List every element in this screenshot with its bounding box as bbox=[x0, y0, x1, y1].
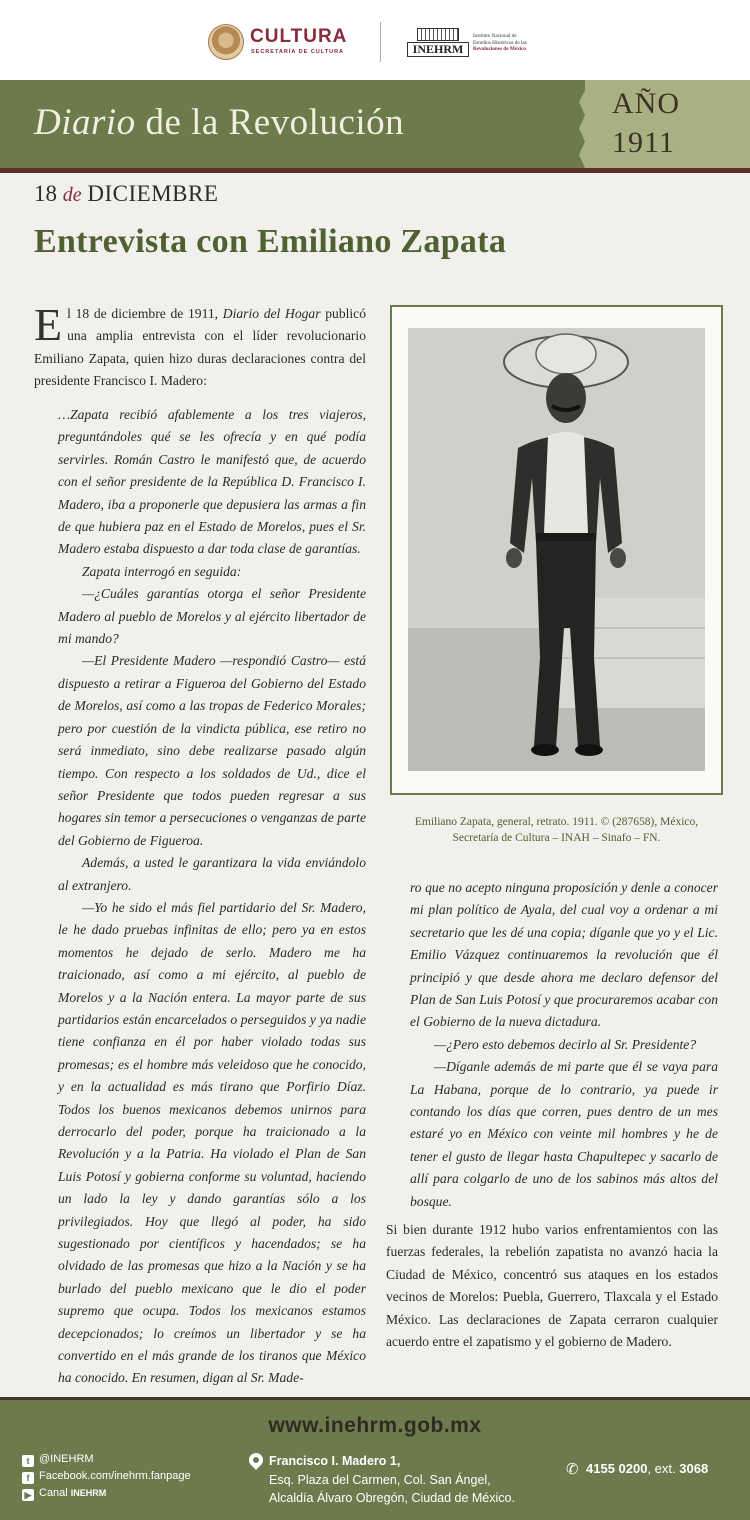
quote-paragraph: —Díganle además de mi parte que él se vaya para La Habana, porque de lo contrario, ya puede ir contando los días que corren, pues dentro de un mes estaré yo en México con veinte mil hombres y he de tener el gusto de llegar hasta Chapultepec y sacarlo de allí para colgarlo de uno de los sabinos más altos del bosque. bbox=[410, 1059, 718, 1209]
inehrm-description bbox=[473, 33, 563, 53]
youtube-channel-name: INEHRM bbox=[70, 1488, 107, 1498]
phone-number[interactable] bbox=[586, 1461, 708, 1476]
quote-paragraph: —El Presidente Madero —respondió Castro— está dispuesto a retirar a Figueroa del Gobierno del Estado de Morelos, así como a las tropas de Federico Morales; pero por cuestión de la vindicta pública, ese retiro no será inmediato, sino debe realizarse pasado algún tiempo. Con respecto a los soldados de Ud., dice el señor Presidente que todos pueden regresar a sus hogares sin temor a persecuciones o venganzas de parte del Gobierno de Figueroa. bbox=[58, 653, 366, 848]
youtube-link[interactable] bbox=[22, 1485, 106, 1501]
website-link[interactable]: www.inehrm.gob.mx bbox=[268, 1414, 482, 1437]
intro-text: l 18 de diciembre de 1911, bbox=[67, 306, 223, 321]
inehrm-desc-line: Estudios Históricos de las bbox=[473, 39, 527, 46]
photo-caption bbox=[390, 814, 723, 846]
facebook-url: Facebook.com/inehrm.fanpage bbox=[39, 1470, 191, 1482]
date-de: de bbox=[62, 184, 82, 206]
publication-title-italic: Diario bbox=[34, 102, 136, 143]
logo-bar bbox=[0, 0, 750, 80]
zapata-portrait-photo bbox=[408, 328, 705, 771]
publication-title bbox=[34, 101, 404, 144]
address-street: Francisco I. Madero 1, bbox=[269, 1454, 401, 1468]
logo-divider bbox=[380, 22, 381, 62]
twitter-link[interactable] bbox=[22, 1451, 94, 1467]
cultura-logo-subtitle: SECRETARÍA DE CULTURA bbox=[251, 49, 345, 55]
inehrm-desc-line: Revoluciones de México bbox=[473, 46, 527, 52]
quote-paragraph: —Yo he sido el más fiel partidario del Sr. Madero, le he dado pruebas infinitas de ello; pero ya en estos momentos he dejado de serlo. Madero me ha traicionado, así como a mi ejército, al pueblo de Morelos y a la Nación entera. La mayor parte de sus partidarios están encarcelados o perseguidos y ya nadie tiene confianza en él por haber violado todas sus promesas; es el hombre más veleidoso que he conocido, y en la actualidad es más tirano que Porfirio Díaz. Todos los buenos mexicanos debemos unirnos para derrocarlo del poder, porque ha traicionado a la Revolución y a la Patria. Ha violado el Plan de San Luis Potosí y gobierna conforme su voluntad, haciendo un lado la ley y dando garantías sólo a los privilegiados. Hoy que llegó al poder, ha sido sugestionado por científicos y hacendados; se ha olvidado de las promesas que hizo a la Nación y se ha burlado del pueblo mexicano que le dio el poder supremo que ocupa. Todos los mexicanos estamos decepcionados; lo creímos un libertador y se ha convertido en el más grande de los tiranos que México ha conocido. En resumen, digan al Sr. Made- bbox=[58, 899, 366, 1386]
phone-icon: ✆ bbox=[566, 1460, 579, 1478]
intro-text: publicó una amplia entrevista con el líder revolucionario Emiliano Zapata, quien hizo duras declaraciones contra del presidente Francisco I. Madero: bbox=[34, 306, 367, 389]
facebook-icon: f bbox=[22, 1472, 34, 1484]
phone-ext-label: , ext. bbox=[647, 1461, 680, 1476]
quote-paragraph: Además, a usted le garantizara la vida enviándolo al extranjero. bbox=[58, 855, 366, 893]
publication-title-rest: de la Revolución bbox=[135, 102, 405, 143]
year-value: 1911 bbox=[612, 126, 675, 159]
article-date bbox=[34, 181, 218, 207]
seal-icon bbox=[208, 24, 244, 60]
inehrm-logo-text: INEHRM bbox=[407, 42, 469, 57]
article-headline: Entrevista con Emiliano Zapata bbox=[34, 223, 507, 260]
intro-paragraph bbox=[34, 299, 367, 393]
phone-main: 4155 0200 bbox=[586, 1461, 648, 1476]
facebook-link[interactable] bbox=[22, 1468, 191, 1484]
intro-newspaper-name: Diario del Hogar bbox=[222, 306, 321, 321]
cultura-logo-text: CULTURA bbox=[250, 26, 348, 47]
banner-underline bbox=[0, 168, 750, 173]
portrait-illustration bbox=[408, 328, 705, 771]
interview-quote-continued bbox=[410, 877, 718, 1213]
quote-paragraph: …Zapata recibió afablemente a los tres viajeros, preguntándoles qué se les ofrecía y en qué podía servirles. Román Castro le manifestó que, de acuerdo con el señor presidente de la República D. Francisco I. Madero, iba a proponerle que depusiera las armas a fin de que hubiera paz en el Estado de Morelos, pues el Sr. Madero estaba dispuesto a dar toda clase de garantías. bbox=[58, 407, 366, 557]
caption-line: Secretaría de Cultura – INAH – Sinafo – FN. bbox=[452, 832, 661, 844]
drop-cap: E bbox=[34, 299, 63, 350]
quote-paragraph: —¿Pero esto debemos decirlo al Sr. Presidente? bbox=[434, 1036, 697, 1052]
twitter-icon: t bbox=[22, 1455, 34, 1467]
inehrm-desc-line: Instituto Nacional de bbox=[473, 33, 517, 39]
inehrm-building-icon bbox=[417, 28, 459, 41]
caption-line: Emiliano Zapata, general, retrato. 1911. © (287658), México, bbox=[414, 816, 699, 828]
twitter-handle: @INEHRM bbox=[39, 1453, 94, 1465]
date-day: 18 bbox=[34, 181, 57, 206]
date-month: DICIEMBRE bbox=[87, 181, 219, 206]
phone-extension: 3068 bbox=[679, 1461, 709, 1476]
address bbox=[269, 1452, 515, 1508]
year-label: AÑO bbox=[612, 87, 680, 120]
address-line: Alcaldía Álvaro Obregón, Ciudad de México. bbox=[269, 1491, 515, 1505]
quote-paragraph: Zapata interrogó en seguida: bbox=[82, 563, 242, 579]
youtube-icon: ▶ bbox=[22, 1489, 34, 1501]
youtube-prefix: Canal bbox=[39, 1487, 71, 1499]
inehrm-logo bbox=[407, 28, 469, 58]
address-line: Esq. Plaza del Carmen, Col. San Ángel, bbox=[269, 1472, 491, 1487]
quote-paragraph: ro que no acepto ninguna proposición y denle a conocer mi plan político de Ayala, del cual voy a ordenar a mi secretario que les dé una copia; díganle que yo y el Lic. Emilio Vázquez continuaremos la revolución que él principió y que desde ahora me declaro defensor del Plan de San Luis Potosí y que procuraremos acabar con el Gobierno de la nueva dictadura. bbox=[410, 880, 718, 1030]
quote-paragraph: —¿Cuáles garantías otorga el señor Presidente Madero al pueblo de Morelos y al ejército libertador de mi mando? bbox=[58, 586, 366, 647]
interview-quote bbox=[58, 404, 366, 1390]
closing-paragraph: Si bien durante 1912 hubo varios enfrentamientos con las fuerzas federales, la rebelión zapatista no avanzó hacia la Ciudad de México, concentró sus ataques en los estados vecinos de Morelos: Puebla, Guerrero, Tlaxcala y el Estado México. Las declaraciones de Zapata cerraron cualquier acuerdo entre el zapatismo y el gobierno de Madero. bbox=[386, 1222, 718, 1350]
